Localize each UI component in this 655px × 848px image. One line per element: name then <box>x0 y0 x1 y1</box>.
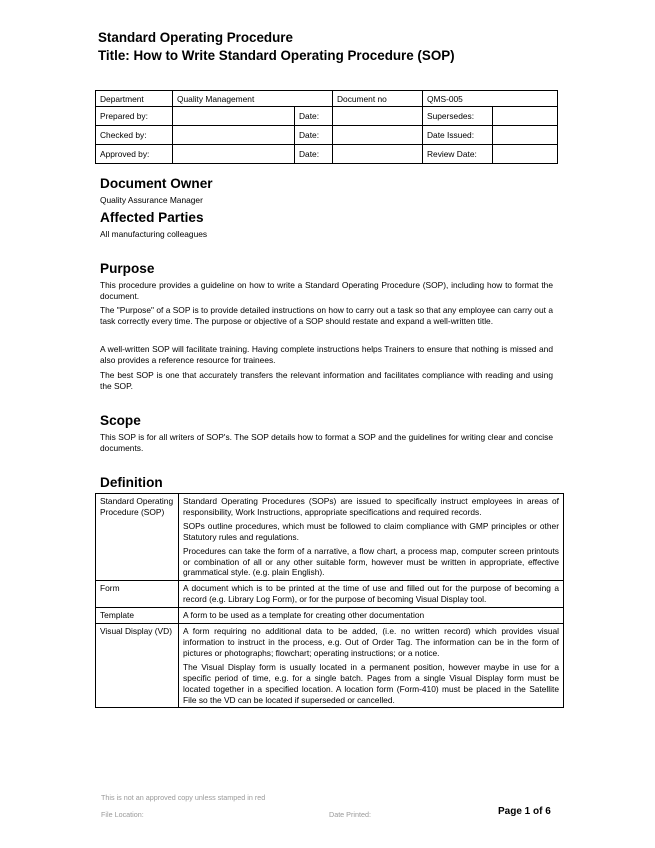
table-row <box>96 494 564 581</box>
definition-description <box>179 624 564 708</box>
approved-by-label: Approved by: <box>96 145 173 164</box>
purpose-paragraph-3: A well-written SOP will facilitate training. Having complete instructions helps Trainers to ensure that nothing is missed and also provides a reference resource for trainees. <box>100 344 553 366</box>
definition-table <box>95 493 564 708</box>
purpose-paragraph-1: This procedure provides a guideline on how to write a Standard Operating Procedure (SOP), including how to format the document. <box>100 280 553 302</box>
date-issued-value <box>493 126 558 145</box>
definition-term: Standard Operating Procedure (SOP) <box>96 494 179 581</box>
prepared-date-value <box>333 107 423 126</box>
purpose-heading: Purpose <box>100 261 155 276</box>
definition-paragraph: Procedures can take the form of a narrative, a flow chart, a process map, computer screen printouts or combination of all or any other suitable form, however must be written in appropriate, effective grammatical style. (e.g. plain English). <box>183 545 559 578</box>
footer-disclaimer: This is not an approved copy unless stamped in red <box>101 793 266 802</box>
approved-date-label: Date: <box>295 145 333 164</box>
prepared-by-label: Prepared by: <box>96 107 173 126</box>
table-row <box>96 91 558 107</box>
footer-page-number: Page 1 of 6 <box>498 806 551 817</box>
purpose-paragraph-4: The best SOP is one that accurately transfers the relevant information and facilitates compliance with reading and using the SOP. <box>100 370 553 392</box>
department-value: Quality Management <box>173 91 333 107</box>
checked-date-value <box>333 126 423 145</box>
definition-paragraph: A form requiring no additional data to be added, (i.e. no written record) which provides visual information to instruct in the process, e.g. Out of Order Tag. The information can be in the form of pictures or photographs; flowchart; operating instructions; or a notice. <box>183 626 559 658</box>
definition-paragraph: A form to be used as a template for creating other documentation <box>183 610 425 621</box>
affected-parties-heading: Affected Parties <box>100 210 204 225</box>
document-owner-heading: Document Owner <box>100 176 213 191</box>
supersedes-value <box>493 107 558 126</box>
definition-description <box>179 608 564 624</box>
document-control-table <box>95 90 558 164</box>
document-no-value: QMS-005 <box>423 91 558 107</box>
scope-text: This SOP is for all writers of SOP's. The SOP details how to format a SOP and the guidelines for writing clear and concise documents. <box>100 432 553 454</box>
definition-paragraph: The Visual Display form is usually located in a permanent position, however maybe in use for a specific period of time, e.g. for a single batch. Pages from a single Visual Display form must be located together in a specified location. A location form (Form-410) must be placed in the Satellite File so the VD can be located if superseded or cancelled. <box>183 661 559 705</box>
purpose-paragraph-2: The "Purpose" of a SOP is to provide detailed instructions on how to carry out a task so that any employee can carry out a task correctly every time. The purpose or objective of a SOP should restate and expand a well-written title. <box>100 305 553 327</box>
definition-paragraph: Standard Operating Procedures (SOPs) are issued to specifically instruct employees in areas of responsibility, Work Instructions, appropriate specifications and required records. <box>183 496 559 517</box>
affected-parties-text: All manufacturing colleagues <box>100 229 208 239</box>
table-row <box>96 624 564 708</box>
definition-term: Template <box>96 608 179 624</box>
document-heading: Standard Operating Procedure <box>98 30 293 45</box>
definition-paragraph: A document which is to be printed at the time of use and filled out for the purpose of becoming a record (e.g. Library Log Form), or for the purpose of becoming Visual Display tool. <box>183 583 559 605</box>
checked-by-value <box>173 126 295 145</box>
approved-by-value <box>173 145 295 164</box>
table-row <box>96 107 558 126</box>
footer-date-printed: Date Printed: <box>329 810 371 819</box>
table-row <box>96 145 558 164</box>
definition-heading: Definition <box>100 475 163 490</box>
checked-date-label: Date: <box>295 126 333 145</box>
document-owner-text: Quality Assurance Manager <box>100 195 203 205</box>
prepared-date-label: Date: <box>295 107 333 126</box>
definition-description <box>179 494 564 581</box>
definition-description <box>179 581 564 608</box>
date-issued-label: Date Issued: <box>423 126 493 145</box>
supersedes-label: Supersedes: <box>423 107 493 126</box>
department-label: Department <box>96 91 173 107</box>
review-date-label: Review Date: <box>423 145 493 164</box>
checked-by-label: Checked by: <box>96 126 173 145</box>
review-date-value <box>493 145 558 164</box>
document-title: Title: How to Write Standard Operating Procedure (SOP) <box>98 48 455 63</box>
scope-heading: Scope <box>100 413 141 428</box>
prepared-by-value <box>173 107 295 126</box>
footer-file-location: File Location: <box>101 810 144 819</box>
table-row <box>96 581 564 608</box>
definition-term: Visual Display (VD) <box>96 624 179 708</box>
definition-term: Form <box>96 581 179 608</box>
table-row <box>96 126 558 145</box>
definition-paragraph: SOPs outline procedures, which must be followed to claim compliance with GMP principles or other Statutory rules and regulations. <box>183 520 559 542</box>
table-row <box>96 608 564 624</box>
approved-date-value <box>333 145 423 164</box>
document-no-label: Document no <box>333 91 423 107</box>
